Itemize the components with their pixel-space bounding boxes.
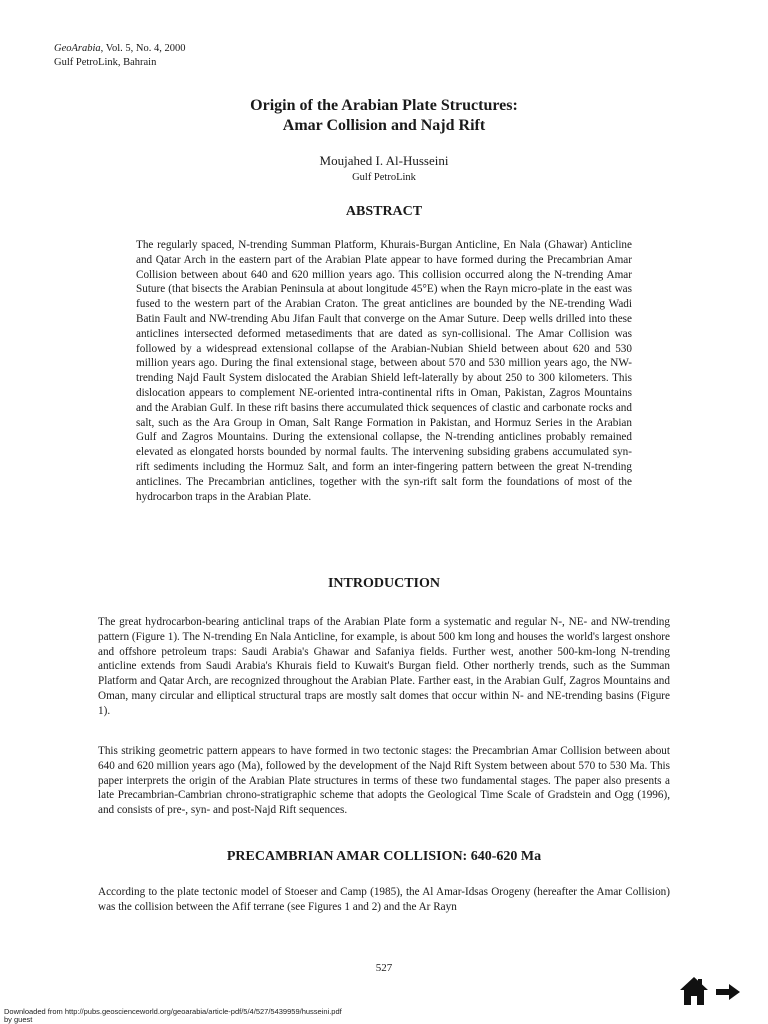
amar-collision-paragraph: According to the plate tectonic model of Stoeser and Camp (1985), the Al Amar-Idsas Orogeny (hereafter the Amar Collision) was the collision between the Afif terrane (see Figures 1 and 2) and the Ar Rayn: [98, 886, 670, 913]
abstract-text: The regularly spaced, N-trending Summan Platform, Khurais-Burgan Anticline, En Nala (Ghawar) Anticline and Qatar Arch in the eastern part of the Arabian Plate appear to have formed during the Precambrian Amar Collision between about 640 and 620 million years ago. This collision occurred along the N-trending Amar Suture (that bisects the Arabian Peninsula at about longitude 45°E) when the Rayn micro-plate in the east was fused to the western part of the Arabian Craton. The great anticlines are bounded by the NE-trending Wadi Batin Fault and NW-trending Abu Jifan Fault that converge on the Amar Suture. Deep wells drilled into these anticlines intersected deformed metasediments that are dated as syn-collisional. The Amar Collision was followed by a widespread extensional collapse of the Arabian-Nubian Shield between about 620 and 530 million years ago. During the final extensional stage, between about 570 and 530 million years ago, the NW-trending Najd Fault System dislocated the Arabian Shield left-laterally by about 250 to 300 kilometers. This dislocation appears to complement NE-oriented intra-continental rifts in Oman, Pakistan, Zagros Mountains and the Arabian Gulf. In these rift basins there accumulated thick sequences of clastic and carbonate rocks and salt, such as the Ara Group in Oman, Salt Range Formation in Pakistan, and Hormuz Series in the Arabian Gulf and Zagros Mountains. During the extensional collapse, the N-trending anticlines probably remained elevated as elongated horsts bounded by normal faults. The intervening subsiding grabens accumulated syn-rift sediments including the Hormuz Salt, and form an inter-fingering pattern between the great N-trending anticlines. The Precambrian anticlines, together with the syn-rift salt form the foundations of most of the hydrocarbon traps in the Arabian Plate.: [136, 239, 632, 503]
title-line-2: Amar Collision and Najd Rift: [282, 117, 486, 134]
section-heading-amar-collision: PRECAMBRIAN AMAR COLLISION: 640-620 Ma: [226, 849, 542, 864]
introduction-paragraph-1: The great hydrocarbon-bearing anticlinal traps of the Arabian Plate form a systematic and regular N-, NE- and NW-trending pattern (Figure 1). The N-trending En Nala Anticline, for example, is about 500 km long and houses the world's largest onshore and offshore petroleum traps: Saudi Arabia's Ghawar and Safaniya fields. Further west, another 500-km-long N-trending anticline extends from Saudi Arabia's Khurais field to Kuwait's Burgan field. Other northerly trends, such as the Summan Platform and Qatar Arch, are recognized throughout the Arabian Plate. Farther east, in the Arabian Gulf, Zagros Mountains and Oman, many circular and elliptical structural traps are mostly salt domes that occur within N- and NE-trending basins (Figure 1).: [98, 616, 670, 717]
volume-info: , Vol. 5, No. 4, 2000: [100, 43, 186, 54]
next-page-button[interactable]: [715, 983, 741, 1006]
introduction-heading: INTRODUCTION: [327, 576, 440, 591]
author-affiliation: Gulf PetroLink: [352, 172, 416, 183]
journal-header: [54, 42, 185, 70]
journal-name: GeoArabia: [54, 43, 101, 54]
page-number: 527: [375, 962, 393, 974]
download-user-line: by guest: [4, 1015, 33, 1024]
download-footer: [4, 1008, 342, 1024]
author-name: Moujahed I. Al-Husseini: [319, 153, 449, 168]
arrow-right-icon: [715, 983, 741, 1001]
publisher-line: Gulf PetroLink, Bahrain: [54, 57, 157, 68]
home-button[interactable]: [678, 975, 710, 1012]
journal-citation: [54, 42, 185, 56]
home-icon: [678, 975, 710, 1007]
introduction-paragraph-2: This striking geometric pattern appears to have formed in two tectonic stages: the Precambrian Amar Collision between about 640 and 620 million years ago (Ma), followed by the development of the Najd Rift System between about 570 to 530 Ma. This paper interprets the origin of the Arabian Plate structures in terms of these two fundamental stages. The paper also presents a late Precambrian-Cambrian chrono-stratigraphic scheme that adopts the Geological Time Scale of Gradstein and Ogg (1996), and consists of pre-, syn- and post-Najd Rift sequences.: [98, 745, 670, 817]
paper-title: [0, 96, 768, 136]
abstract-heading: ABSTRACT: [345, 204, 423, 219]
title-line-1: Origin of the Arabian Plate Structures:: [250, 97, 518, 114]
download-source-line: Downloaded from http://pubs.geoscienceworld.org/geoarabia/article-pdf/5/4/527/5439959/husseini.pdf: [4, 1007, 342, 1016]
